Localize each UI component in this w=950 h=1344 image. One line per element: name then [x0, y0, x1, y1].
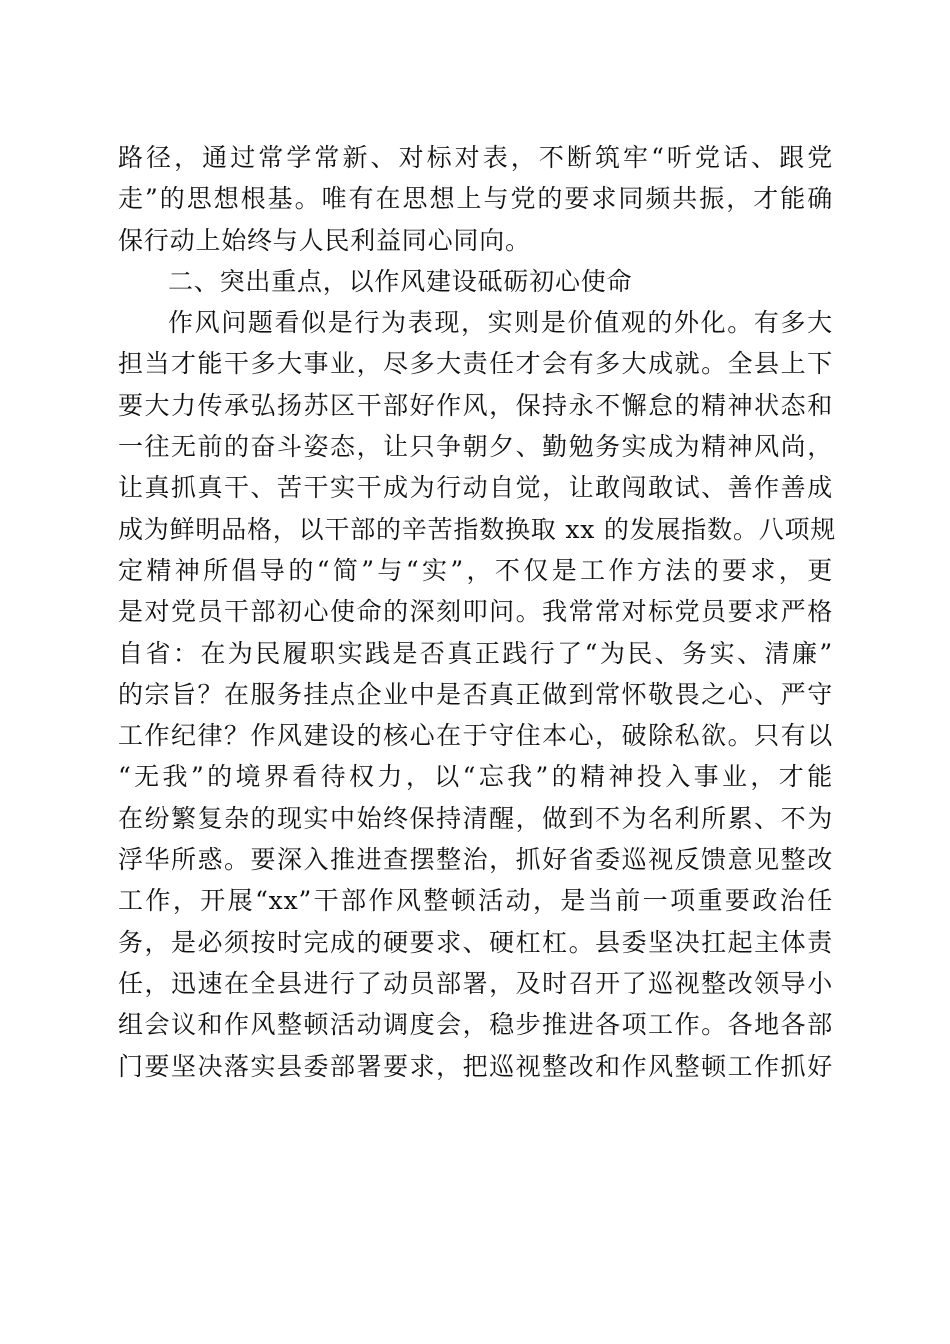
para2-line-4: 一往无前的奋斗姿态，让只争朝夕、勤勉务实成为精神风尚，	[118, 432, 833, 462]
para2-line-12: “无我”的境界看待权力，以“忘我”的精神投入事业，才能	[118, 762, 833, 792]
para2-line-11: 工作纪律？作风建设的核心在于守住本心，破除私欲。只有以	[118, 721, 833, 751]
para2-line-19: 门要坚决落实县委部署要求，把巡视整改和作风整顿工作抓好	[118, 1051, 833, 1081]
para2-line-3: 要大力传承弘扬苏区干部好作风，保持永不懈怠的精神状态和	[118, 390, 833, 420]
para2-line-16: 务，是必须按时完成的硬要求、硬杠杠。县委坚决扛起主体责	[118, 927, 833, 957]
para2-line-1: 作风问题看似是行为表现，实则是价值观的外化。有多大	[168, 308, 833, 338]
para2-line-9: 自省：在为民履职实践是否真正践行了“为民、务实、清廉”	[118, 638, 833, 668]
para1-line-3: 保行动上始终与人民利益同心同向。	[118, 225, 531, 255]
para1-line-2: 走”的思想根基。唯有在思想上与党的要求同频共振，才能确	[118, 184, 833, 214]
para2-line-13: 在纷繁复杂的现实中始终保持清醒，做到不为名利所累、不为	[118, 803, 833, 833]
para2-line-18: 组会议和作风整顿活动调度会，稳步推进各项工作。各地各部	[118, 1010, 833, 1040]
document-body	[118, 137, 837, 1087]
para2-line-8: 是对党员干部初心使命的深刻叩问。我常常对标党员要求严格	[118, 597, 833, 627]
para2-line-17: 任，迅速在全县进行了动员部署，及时召开了巡视整改领导小	[118, 968, 833, 998]
para2-line-15: 工作，开展“xx”干部作风整顿活动，是当前一项重要政治任	[118, 886, 833, 916]
para2-line-2: 担当才能干多大事业，尽多大责任才会有多大成就。全县上下	[118, 349, 833, 379]
section-heading: 二、突出重点，以作风建设砥砺初心使命	[168, 266, 633, 296]
para2-line-5: 让真抓真干、苦干实干成为行动自觉，让敢闯敢试、善作善成	[118, 473, 833, 503]
para2-line-10: 的宗旨？在服务挂点企业中是否真正做到常怀敬畏之心、严守	[118, 679, 833, 709]
para2-line-14: 浮华所惑。要深入推进查摆整治，抓好省委巡视反馈意见整改	[118, 845, 833, 875]
para1-line-1: 路径，通过常学常新、对标对表，不断筑牢“听党话、跟党	[118, 143, 833, 172]
para2-line-7: 定精神所倡导的“简”与“实”，不仅是工作方法的要求，更	[118, 555, 833, 585]
para2-line-6: 成为鲜明品格，以干部的辛苦指数换取 xx 的发展指数。八项规	[118, 514, 837, 544]
